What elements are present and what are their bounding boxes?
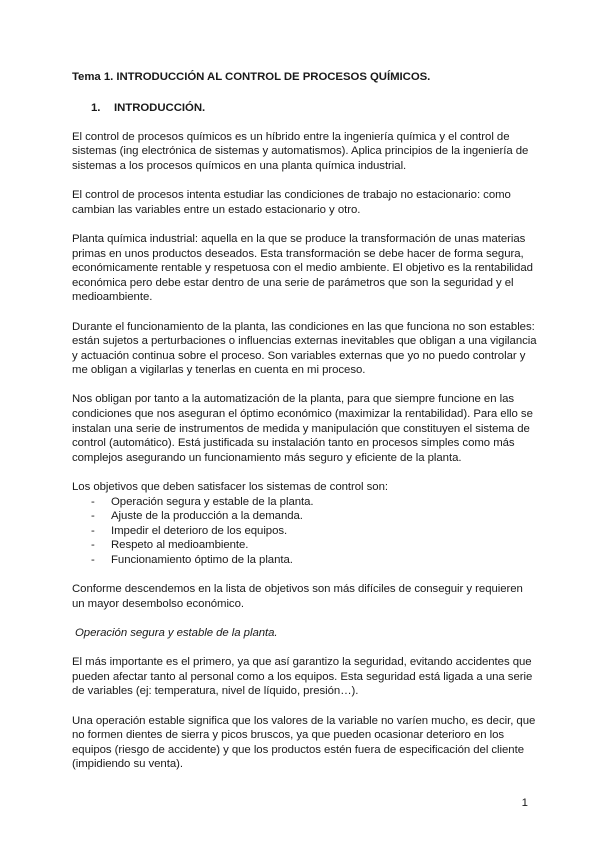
page-number: 1: [521, 797, 528, 809]
list-item: - Impedir el deterioro de los equipos.: [91, 524, 288, 537]
list-item: - Ajuste de la producción a la demanda.: [91, 510, 303, 523]
list-item: - Respeto al medioambiente.: [91, 539, 249, 552]
paragraph-operation: Durante el funcionamiento de la planta, las condiciones en las que funciona no son estables: están sujetos a perturbaciones o influencias externas inevitables que obligan a una vigilancia y actuación continua sobre el proceso. Son variables externas que yo no puedo controlar y me obligan a vigilarlas y tenerlas en cuenta en mi proceso.: [72, 320, 537, 377]
document-title: Tema 1. INTRODUCCIÓN AL CONTROL DE PROCESOS QUÍMICOS.: [72, 71, 431, 83]
paragraph-safety: El más importante es el primero, ya que así garantizo la seguridad, evitando accidentes que pueden afectar tanto al personal como a los equipos. Esta seguridad está ligada a una serie de variables (ej: temperatura, nivel de líquido, presión…).: [72, 656, 533, 698]
subheading-safe-operation: Operación segura y estable de la planta.: [75, 626, 278, 639]
section-heading: [91, 101, 538, 116]
paragraph-automation: Nos obligan por tanto a la automatización de la planta, para que siempre funcione en las condiciones que nos aseguran el óptimo económico (maximizar la rentabilidad). Para ello se instalan una serie de instrumentos de medida y manipulación que constituyen el sistema de control (automático). Está justificada su instalación tanto en procesos simples como más complejos asegurando un funcionamiento más seguro y eficiente de la planta.: [72, 393, 533, 464]
paragraph-plant: Planta química industrial: aquella en la que se produce la transformación de unas materias primas en unos productos deseados. Esta transformación se debe hacer de forma segura, económicamente rentable y respetuosa con el medio ambiente. El objetivo es la rentabilidad económica pero debe estar dentro de una serie de parámetros que son la seguridad y el medioambiente.: [72, 232, 533, 304]
list-item: - Operación segura y estable de la planta.: [91, 495, 314, 508]
section-label: INTRODUCCIÓN.: [114, 101, 206, 114]
document-page: [72, 70, 538, 772]
paragraph-stability: Una operación estable significa que los valores de la variable no varíen mucho, es decir, que no formen dientes de sierra y picos bruscos, ya que pueden ocasionar deterioro en los equipos (riesgo de accidente) y que los productos estén fuera de especificación del cliente (impidiendo su venta).: [72, 714, 536, 771]
paragraph-intro: El control de procesos químicos es un híbrido entre la ingeniería química y el control de sistemas (ing electrónica de sistemas y automatismos). Aplica principios de la ingeniería de sistemas a los procesos químicos en una planta química industrial.: [72, 130, 529, 172]
objectives-list: [72, 495, 538, 568]
paragraph-objectives-intro: Los objetivos que deben satisfacer los sistemas de control son:: [72, 481, 388, 494]
list-item: - Funcionamiento óptimo de la planta.: [91, 554, 293, 566]
paragraph-cost: Conforme descendemos en la lista de objetivos son más difíciles de conseguir y requieren un mayor desembolso económico.: [72, 583, 523, 610]
paragraph-definition: El control de procesos intenta estudiar las condiciones de trabajo no estacionario: como cambian las variables entre un estado estacionario y otro.: [72, 189, 511, 216]
section-number: 1.: [91, 101, 101, 114]
